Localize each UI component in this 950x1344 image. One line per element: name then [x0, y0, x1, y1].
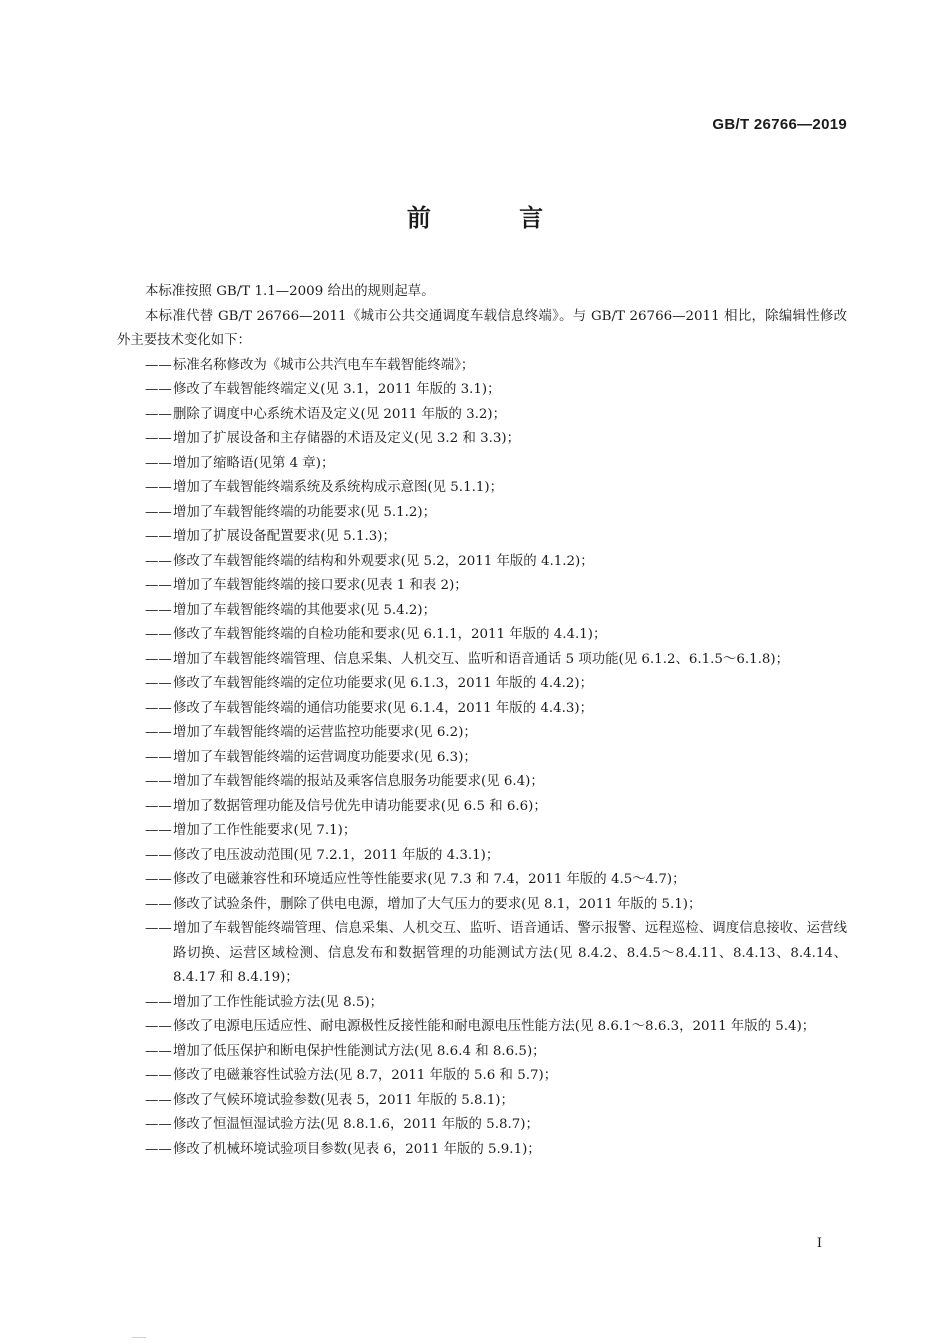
list-dash: ——: [145, 823, 172, 838]
list-item: [117, 403, 847, 428]
list-item: [117, 501, 847, 526]
list-item-text: 修改了机械环境试验项目参数(见表 6，2011 年版的 5.9.1)；: [173, 1141, 541, 1157]
list-item: [117, 795, 847, 820]
list-item-text: 增加了车载智能终端的运营调度功能要求(见 6.3)；: [173, 749, 477, 765]
list-item-text: 修改了车载智能终端的通信功能要求(见 6.1.4，2011 年版的 4.4.3)；: [173, 700, 594, 716]
change-list: [117, 354, 847, 1163]
list-item-text: 修改了车载智能终端的结构和外观要求(见 5.2，2011 年版的 4.1.2)；: [173, 553, 594, 569]
list-item-text: 修改了电压波动范围(见 7.2.1，2011 年版的 4.3.1)；: [173, 847, 500, 863]
list-item: [117, 672, 847, 697]
list-item: [117, 1138, 847, 1163]
list-item: [117, 354, 847, 379]
paragraph: 本标准按照 GB/T 1.1—2009 给出的规则起草。: [145, 284, 435, 299]
list-item-text: 修改了车载智能终端的自检功能和要求(见 6.1.1，2011 年版的 4.4.1)；: [173, 627, 607, 642]
list-item: [117, 378, 847, 403]
scan-mark: [132, 1337, 146, 1344]
list-item: [117, 1064, 847, 1089]
list-item: [117, 746, 847, 771]
list-item: [117, 648, 847, 673]
list-item: [117, 574, 847, 599]
list-item-text: 删除了调度中心系统术语及定义(见 2011 年版的 3.2)；: [173, 406, 507, 422]
list-item: [117, 1113, 847, 1138]
list-item: [117, 844, 847, 869]
list-item-text: 标准名称修改为《城市公共汽电车车载智能终端》；: [173, 357, 475, 373]
list-item: [117, 476, 847, 501]
list-dash: ——: [145, 725, 172, 740]
list-item-text: 增加了车载智能终端的运营监控功能要求(见 6.2)；: [173, 725, 477, 740]
list-dash: ——: [145, 553, 172, 569]
list-dash: ——: [145, 529, 172, 544]
list-item-text: 增加了车载智能终端的功能要求(见 5.1.2)；: [173, 504, 437, 520]
list-item-text: 增加了扩展设备配置要求(见 5.1.3)；: [173, 529, 396, 544]
list-dash: ——: [145, 455, 172, 471]
list-item: [117, 893, 847, 918]
list-dash: ——: [145, 798, 172, 814]
list-dash: ——: [145, 872, 172, 887]
list-dash: ——: [145, 896, 172, 912]
list-item-text: 增加了车载智能终端的接口要求(见表 1 和表 2)；: [173, 578, 468, 593]
list-dash: ——: [145, 749, 172, 765]
list-dash: ——: [145, 578, 172, 593]
standard-number: GB/T 26766—2019: [712, 116, 847, 133]
document-body: [117, 280, 847, 1162]
list-dash: ——: [145, 700, 172, 716]
list-item-text: 修改了车载智能终端的定位功能要求(见 6.1.3，2011 年版的 4.4.2)；: [173, 676, 594, 691]
list-dash: ——: [145, 651, 172, 667]
list-item-text: 修改了试验条件，删除了供电电源，增加了大气压力的要求(见 8.1，2011 年版的 5.1)；: [173, 896, 702, 912]
list-dash: ——: [145, 774, 172, 789]
list-dash: ——: [145, 627, 172, 642]
list-dash: ——: [145, 431, 172, 446]
list-dash: ——: [145, 1092, 172, 1108]
list-dash: ——: [145, 847, 172, 863]
list-item-text: 修改了车载智能终端定义(见 3.1，2011 年版的 3.1)；: [173, 382, 501, 397]
page-number: I: [816, 1236, 822, 1251]
list-item: [117, 1015, 847, 1040]
list-item: [117, 721, 847, 746]
list-item-text: 修改了电源电压适应性、耐电源极性反接性能和耐电源电压性能方法(见 8.6.1～8.6.3，2011 年版的 5.4)；: [173, 1019, 816, 1034]
list-item-text: 增加了工作性能要求(见 7.1)；: [173, 823, 357, 838]
list-dash: ——: [145, 406, 172, 422]
list-item-text: 修改了气候环境试验参数(见表 5，2011 年版的 5.8.1)；: [173, 1092, 514, 1108]
list-dash: ——: [145, 602, 172, 618]
list-item: [117, 697, 847, 722]
list-item-text: 增加了缩略语(见第 4 章)；: [173, 455, 335, 471]
list-item-text: 修改了电磁兼容性试验方法(见 8.7，2011 年版的 5.6 和 5.7)；: [173, 1068, 558, 1083]
list-item-text: 增加了车载智能终端管理、信息采集、人机交互、监听、语音通话、警示报警、远程巡检、调度信息接收、运营线路切换、运营区域检测、信息发布和数据管理的功能测试方法(见 8.4.2、8.4.5～8.4.11、8.4.13、8.4.14、8.4.17 和 8.4.19)；: [173, 921, 847, 985]
list-item: [117, 623, 847, 648]
list-item: [117, 991, 847, 1016]
list-item-text: 修改了恒温恒湿试验方法(见 8.8.1.6，2011 年版的 5.8.7)；: [173, 1117, 539, 1132]
list-dash: ——: [145, 994, 172, 1010]
list-dash: ——: [145, 1043, 172, 1059]
list-item-text: 增加了车载智能终端的其他要求(见 5.4.2)；: [173, 602, 437, 618]
list-item-text: 增加了低压保护和断电保护性能测试方法(见 8.6.4 和 8.6.5)；: [173, 1043, 546, 1059]
list-dash: ——: [145, 357, 172, 373]
list-item: [117, 868, 847, 893]
list-item: [117, 917, 847, 991]
list-dash: ——: [145, 1141, 172, 1157]
paragraph: 本标准代替 GB/T 26766—2011《城市公共交通调度车载信息终端》。与 GB/T 26766—2011 相比，除编辑性修改外主要技术变化如下：: [117, 308, 847, 348]
list-dash: ——: [145, 1117, 172, 1132]
list-item-text: 增加了数据管理功能及信号优先申请功能要求(见 6.5 和 6.6)；: [173, 798, 547, 814]
list-dash: ——: [145, 504, 172, 520]
list-item-text: 增加了车载智能终端管理、信息采集、人机交互、监听和语音通话 5 项功能(见 6.1.2、6.1.5～6.1.8)；: [173, 651, 790, 667]
list-item: [117, 1089, 847, 1114]
list-dash: ——: [145, 1019, 172, 1034]
list-item-text: 增加了车载智能终端的报站及乘客信息服务功能要求(见 6.4)；: [173, 774, 544, 789]
list-item: [117, 452, 847, 477]
list-item: [117, 819, 847, 844]
list-item: [117, 1040, 847, 1065]
list-item-text: 增加了工作性能试验方法(见 8.5)；: [173, 994, 384, 1010]
list-item: [117, 427, 847, 452]
list-item: [117, 550, 847, 575]
list-dash: ——: [145, 382, 172, 397]
page-title: 前 言: [406, 204, 584, 232]
list-item: [117, 599, 847, 624]
list-dash: ——: [145, 1068, 172, 1083]
list-dash: ——: [145, 480, 172, 495]
list-item: [117, 770, 847, 795]
list-item: [117, 525, 847, 550]
list-dash: ——: [145, 676, 172, 691]
list-dash: ——: [145, 921, 172, 936]
list-item-text: 增加了车载智能终端系统及系统构成示意图(见 5.1.1)；: [173, 480, 503, 495]
list-item-text: 修改了电磁兼容性和环境适应性等性能要求(见 7.3 和 7.4，2011 年版的 4.5～4.7)；: [173, 872, 686, 887]
list-item-text: 增加了扩展设备和主存储器的术语及定义(见 3.2 和 3.3)；: [173, 431, 521, 446]
